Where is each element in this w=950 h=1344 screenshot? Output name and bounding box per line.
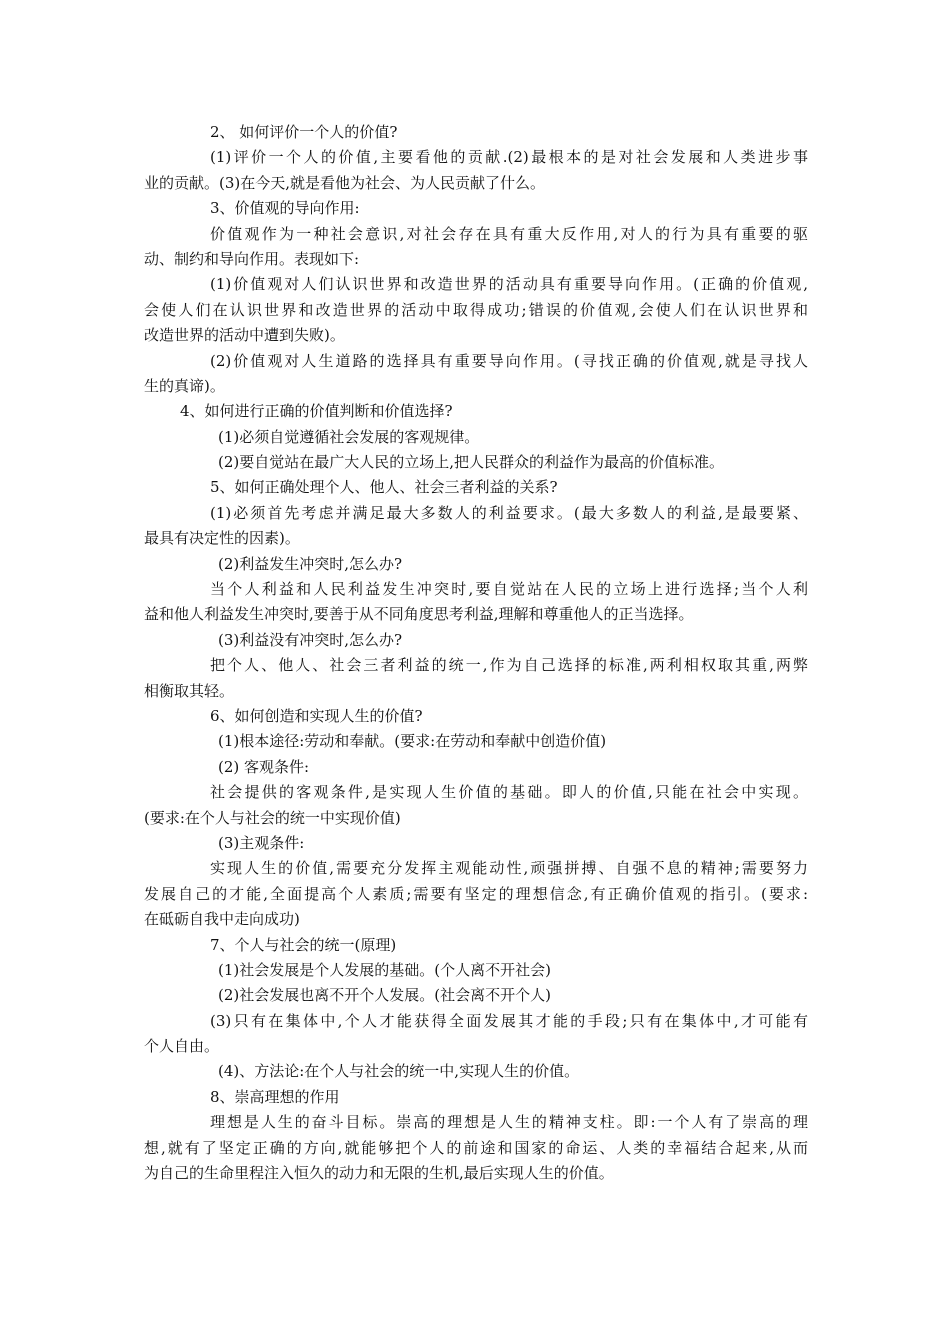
text-line: 业的贡献。(3)在今天,就是看他为社会、为人民贡献了什么。 <box>144 173 546 192</box>
text-line: (1)价值观对人们认识世界和改造世界的活动具有重要导向作用。(正确的价值观, <box>210 275 808 294</box>
text-line: (3)利益没有冲突时,怎么办? <box>218 630 403 649</box>
text-line: (1)必须自觉遵循社会发展的客观规律。 <box>218 427 480 446</box>
text-line: (2)利益发生冲突时,怎么办? <box>218 554 403 573</box>
text-line: 改造世界的活动中遭到失败)。 <box>144 326 345 345</box>
document-body <box>144 120 808 1186</box>
text-line: 会使人们在认识世界和改造世界的活动中取得成功;错误的价值观,会使人们在认识世界和 <box>144 300 808 319</box>
text-line: 实现人生的价值,需要充分发挥主观能动性,顽强拼搏、自强不息的精神;需要努力 <box>210 859 808 878</box>
text-line: 2、 如何评价一个人的价值? <box>210 123 398 141</box>
text-line: 最具有决定性的因素)。 <box>144 529 300 548</box>
text-line: (1)根本途径:劳动和奉献。(要求:在劳动和奉献中创造价值) <box>218 732 607 751</box>
text-line: 8、崇高理想的作用 <box>210 1087 340 1106</box>
text-line: 为自己的生命里程注入恒久的动力和无限的生机,最后实现人生的价值。 <box>144 1164 614 1183</box>
text-line: 4、如何进行正确的价值判断和价值选择? <box>180 402 453 421</box>
text-line: (2)社会发展也离不开个人发展。(社会离不开个人) <box>218 986 551 1005</box>
text-line: 社会提供的客观条件,是实现人生价值的基础。即人的价值,只能在社会中实现。 <box>210 783 808 802</box>
text-line: 生的真谛)。 <box>144 376 225 395</box>
text-line: 发展自己的才能,全面提高个人素质;需要有坚定的理想信念,有正确价值观的指引。(要求: <box>144 884 808 903</box>
text-line: (3)只有在集体中,个人才能获得全面发展其才能的手段;只有在集体中,才可能有 <box>210 1011 808 1030</box>
text-line: 6、如何创造和实现人生的价值? <box>210 706 423 725</box>
text-line: (2)要自觉站在最广大人民的立场上,把人民群众的利益作为最高的价值标准。 <box>218 453 725 472</box>
text-line: (3)主观条件: <box>218 833 305 852</box>
text-line: 3、价值观的导向作用: <box>210 199 360 218</box>
text-line: (4)、方法论:在个人与社会的统一中,实现人生的价值。 <box>218 1062 580 1081</box>
text-line: (2) 客观条件: <box>218 757 310 776</box>
text-line: 7、个人与社会的统一(原理) <box>210 935 397 954</box>
text-line: (1)评价一个人的价值,主要看他的贡献.(2)最根本的是对社会发展和人类进步事 <box>210 148 808 167</box>
text-line: 价值观作为一种社会意识,对社会存在具有重大反作用,对人的行为具有重要的驱 <box>210 224 808 243</box>
text-line: 5、如何正确处理个人、他人、社会三者利益的关系? <box>210 478 558 497</box>
text-line: 当个人利益和人民利益发生冲突时,要自觉站在人民的立场上进行选择;当个人利 <box>210 580 808 599</box>
text-line: 理想是人生的奋斗目标。崇高的理想是人生的精神支柱。即:一个人有了崇高的理 <box>210 1113 808 1132</box>
text-line: (2)价值观对人生道路的选择具有重要导向作用。(寻找正确的价值观,就是寻找人 <box>210 351 808 370</box>
text-line: 在砥砺自我中走向成功) <box>144 910 300 929</box>
text-line: (要求:在个人与社会的统一中实现价值) <box>144 808 401 827</box>
text-line: 相衡取其轻。 <box>144 681 235 700</box>
text-line: 动、制约和导向作用。表现如下: <box>144 249 360 268</box>
text-line: 益和他人利益发生冲突时,要善于从不同角度思考利益,理解和尊重他人的正当选择。 <box>144 605 694 624</box>
text-line: 把个人、他人、社会三者利益的统一,作为自己选择的标准,两利相权取其重,两弊 <box>210 656 808 675</box>
text-line: (1)社会发展是个人发展的基础。(个人离不开社会) <box>218 960 551 979</box>
text-line: (1)必须首先考虑并满足最大多数人的利益要求。(最大多数人的利益,是最要紧、 <box>210 503 808 522</box>
text-line: 个人自由。 <box>144 1037 220 1056</box>
text-line: 想,就有了坚定正确的方向,就能够把个人的前途和国家的命运、人类的幸福结合起来,从而 <box>144 1138 808 1157</box>
